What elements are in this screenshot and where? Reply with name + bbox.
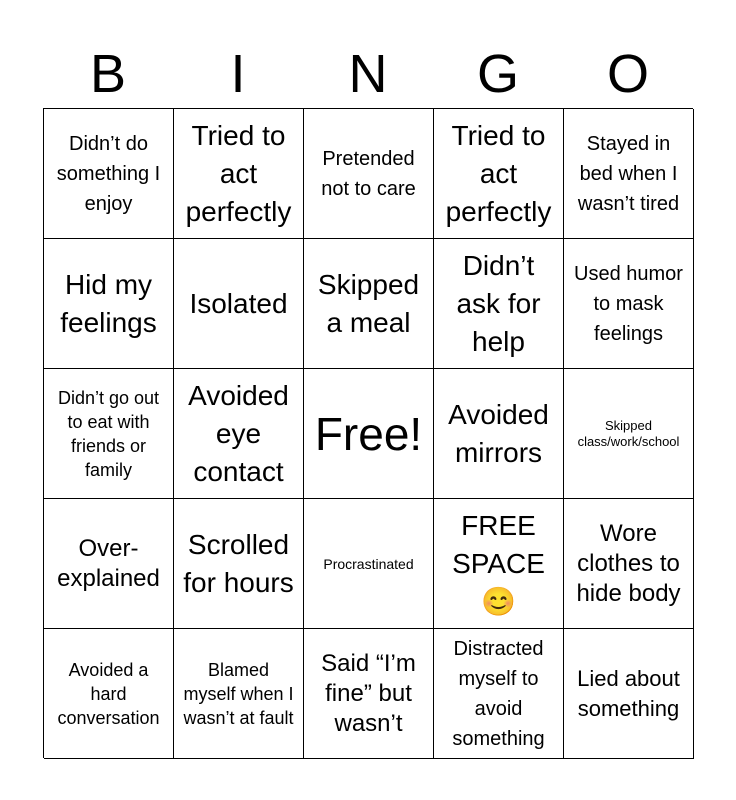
bingo-cell-text: Distracted myself to avoid something	[452, 637, 545, 750]
bingo-cell-text: Avoided eye contact	[188, 379, 289, 487]
bingo-header	[43, 40, 693, 108]
bingo-cell[interactable]	[434, 499, 564, 629]
bingo-cell-text: Stayed in bed when I wasn’t tired	[577, 132, 680, 215]
bingo-cell-text: Tried to act perfectly	[185, 119, 292, 227]
bingo-cell-text: Free!	[314, 407, 423, 460]
bingo-cell-text: Hid my feelings	[60, 268, 157, 338]
bingo-cell-text: Avoided a hard conversation	[57, 659, 160, 728]
bingo-cell[interactable]	[304, 109, 434, 239]
bingo-cell[interactable]	[434, 629, 564, 759]
header-letter-o: O	[606, 44, 649, 104]
bingo-cell[interactable]	[304, 499, 434, 629]
bingo-cell-text: Lied about something	[577, 665, 680, 721]
bingo-cell[interactable]	[564, 629, 694, 759]
bingo-cell-text: Didn’t ask for help	[456, 249, 541, 357]
bingo-cell-text: Isolated	[189, 287, 288, 319]
bingo-cell-text: FREE SPACE 😊	[452, 509, 545, 617]
bingo-cell-text: Tried to act perfectly	[445, 119, 552, 227]
bingo-cell[interactable]	[44, 369, 174, 499]
bingo-cell[interactable]	[174, 499, 304, 629]
bingo-cell[interactable]	[434, 369, 564, 499]
bingo-cell[interactable]	[564, 109, 694, 239]
bingo-cell[interactable]	[174, 629, 304, 759]
bingo-cell[interactable]	[304, 629, 434, 759]
bingo-cell-text: Didn’t do something I enjoy	[56, 132, 161, 215]
bingo-cell-text: Scrolled for hours	[183, 528, 294, 598]
bingo-cell-text: Said “I’m fine” but wasn’t	[321, 649, 416, 737]
bingo-card-grid	[43, 108, 693, 758]
bingo-cell[interactable]	[174, 109, 304, 239]
bingo-cell-text: Pretended not to care	[321, 147, 416, 200]
bingo-cell-text: Blamed myself when I wasn’t at fault	[183, 659, 294, 728]
bingo-cell-text: Procrastinated	[323, 555, 414, 572]
bingo-cell[interactable]	[434, 109, 564, 239]
bingo-cell-text: Used humor to mask feelings	[574, 262, 683, 345]
bingo-cell[interactable]	[44, 629, 174, 759]
header-letter-b: B	[89, 44, 127, 104]
bingo-cell[interactable]	[564, 239, 694, 369]
bingo-cell[interactable]	[44, 239, 174, 369]
bingo-cell-text: Over-explained	[57, 534, 160, 592]
bingo-cell[interactable]	[304, 369, 434, 499]
header-letter-n: N	[348, 44, 388, 104]
bingo-cell-text: Skipped a meal	[317, 268, 420, 338]
header-letter-g: G	[476, 44, 519, 104]
bingo-cell[interactable]	[434, 239, 564, 369]
bingo-cell[interactable]	[564, 369, 694, 499]
bingo-cell[interactable]	[564, 499, 694, 629]
bingo-cell[interactable]	[174, 239, 304, 369]
bingo-cell[interactable]	[44, 499, 174, 629]
bingo-cell-text: Wore clothes to hide body	[576, 519, 681, 607]
bingo-cell-text: Avoided mirrors	[448, 398, 549, 468]
bingo-cell[interactable]	[174, 369, 304, 499]
bingo-cell[interactable]	[44, 109, 174, 239]
header-letter-i: I	[230, 44, 246, 104]
bingo-cell-text: Skipped class/work/school	[577, 417, 680, 449]
bingo-cell[interactable]	[304, 239, 434, 369]
bingo-cell-text: Didn’t go out to eat with friends or family	[57, 387, 160, 480]
